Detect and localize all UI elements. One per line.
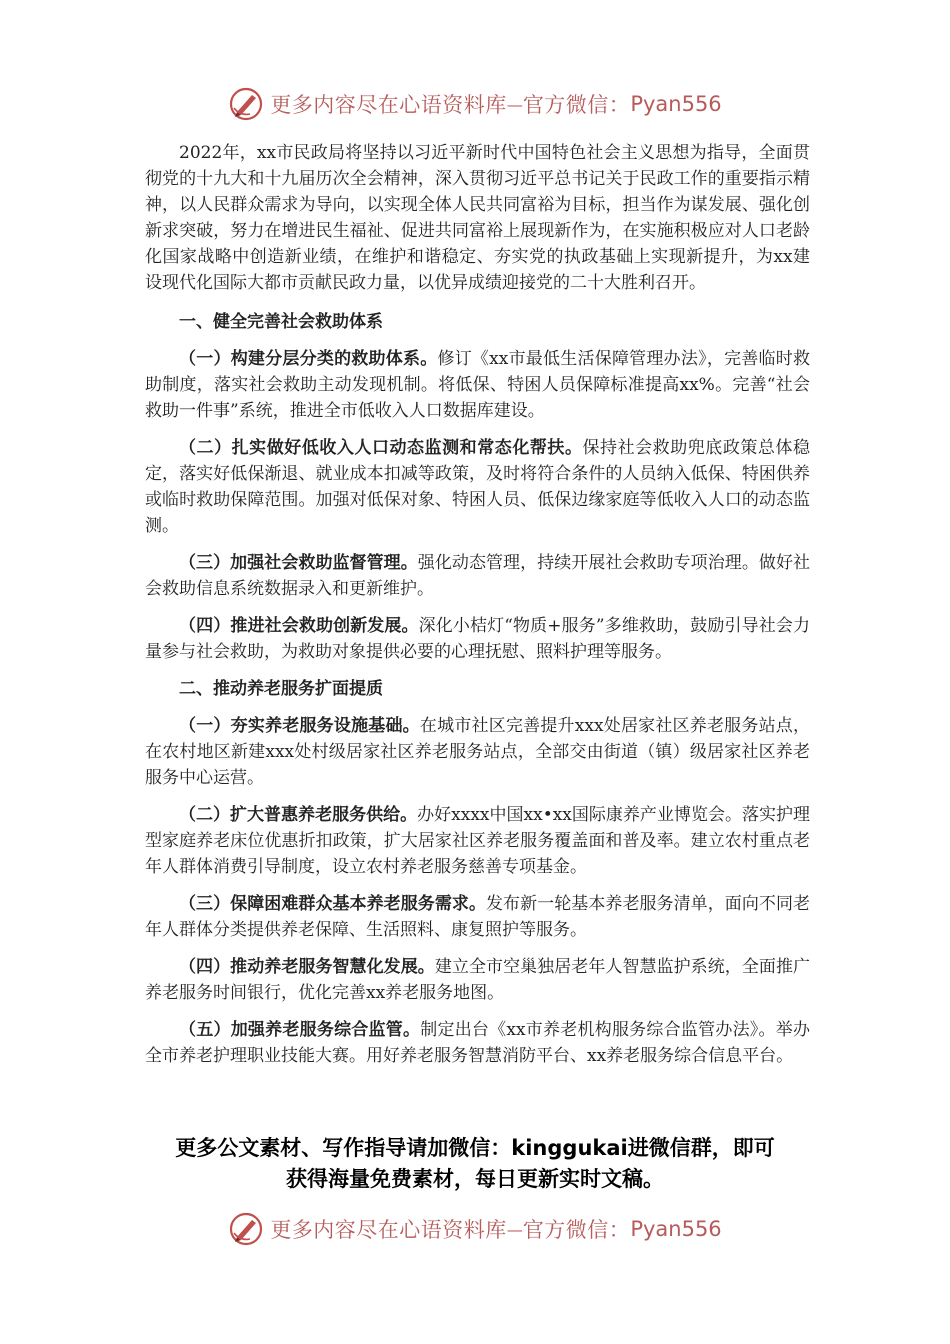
list-item <box>145 550 810 602</box>
item-lead: （三）保障困难群众基本养老服务需求。 <box>179 894 486 914</box>
item-text: 办好xxxx中国xx•xx国际康养产业博览会。落实护理型家庭养老床位优惠折扣政策，扩大居家社区养老服务覆盖面和普及率。建立农村重点老年人群体消费引导制度，设立农村养老服务慈善专项基金。 <box>145 805 811 877</box>
promo-line-1: 更多公文素材、写作指导请加微信：kinggukai进微信群，即可 <box>175 1136 775 1160</box>
item-lead: （二）扩大普惠养老服务供给。 <box>179 805 418 825</box>
banner-separator: — <box>506 1219 523 1239</box>
promo-line-2: 获得海量免费素材，每日更新实时文稿。 <box>286 1167 664 1191</box>
item-text: 建立全市空巢独居老年人智慧监护系统，全面推广养老服务时间银行，优化完善xx养老服务地图。 <box>145 957 811 1003</box>
list-item <box>145 802 810 880</box>
pen-logo-icon <box>228 1211 264 1247</box>
banner-wechat-id: Pyan556 <box>630 92 722 116</box>
item-text: 发布新一轮基本养老服务清单，面向不同老年人群体分类提供养老保障、生活照料、康复照护等服务。 <box>145 894 810 940</box>
list-item <box>145 891 810 943</box>
item-lead: （二）扎实做好低收入人口动态监测和常态化帮扶。 <box>179 438 583 458</box>
intro-paragraph: 2022年，xx市民政局将坚持以习近平新时代中国特色社会主义思想为指导，全面贯彻党的十九大和十九届历次全会精神，深入贯彻习近平总书记关于民政工作的重要指示精神，以人民群众需求为导向，以实现全体人民共同富裕为目标，担当作为谋发展、强化创新求突破，努力在增进民生福祉、促进共同富裕上展现新作为，在实施积极应对人口老龄化国家战略中创造新业绩，在维护和谐稳定、夯实党的执政基础上实现新提升，为xx建设现代化国际大都市贡献民政力量，以优异成绩迎接党的二十大胜利召开。 <box>145 143 810 293</box>
banner-wechat-label: 官方微信： <box>522 1218 631 1242</box>
item-text: 深化小桔灯“物质+服务”多维救助，鼓励引导社会力量参与社会救助，为救助对象提供必要的心理抚慰、照料护理等服务。 <box>145 616 811 662</box>
banner-text: 更多内容尽在心语资料库 <box>270 1218 507 1242</box>
list-item <box>145 613 810 665</box>
document-body <box>145 140 810 1080</box>
section-heading: 二、推动养老服务扩面提质 <box>179 679 383 699</box>
banner-wechat-id: Pyan556 <box>630 1217 722 1241</box>
banner-separator: — <box>506 94 523 114</box>
list-item <box>145 713 810 791</box>
item-text: 保持社会救助兜底政策总体稳定，落实好低保渐退、就业成本扣减等政策，及时将符合条件的人员纳入低保、特困供养或临时救助保障范围。加强对低保对象、特困人员、低保边缘家庭等低收入人口的动态监测。 <box>145 438 811 536</box>
list-item <box>145 954 810 1006</box>
item-text: 在城市社区完善提升xxx处居家社区养老服务站点，在农村地区新建xxx处村级居家社区养老服务站点，全部交由街道（镇）级居家社区养老服务中心运营。 <box>145 716 811 788</box>
item-lead: （一）夯实养老服务设施基础。 <box>179 716 420 736</box>
item-lead: （四）推动养老服务智慧化发展。 <box>179 957 435 977</box>
item-lead: （一）构建分层分类的救助体系。 <box>179 349 438 369</box>
item-text: 制定出台《xx市养老机构服务综合监管办法》。举办全市养老护理职业技能大赛。用好养老服务智慧消防平台、xx养老服务综合信息平台。 <box>145 1020 810 1066</box>
banner-text: 更多内容尽在心语资料库 <box>270 93 507 117</box>
item-text: 修订《xx市最低生活保障管理办法》，完善临时救助制度，落实社会救助主动发现机制。将低保、特困人员保障标准提高xx%。完善“社会救助一件事”系统，推进全市低收入人口数据库建设。 <box>145 349 810 421</box>
item-text: 强化动态管理，持续开展社会救助专项治理。做好社会救助信息系统数据录入和更新维护。 <box>145 553 811 599</box>
list-item <box>145 435 810 539</box>
footer-banner <box>0 1209 950 1249</box>
header-banner <box>0 84 950 124</box>
item-lead: （五）加强养老服务综合监管。 <box>179 1020 421 1040</box>
section-heading: 一、健全完善社会救助体系 <box>179 312 383 332</box>
list-item <box>145 346 810 424</box>
banner-wechat-label: 官方微信： <box>522 93 631 117</box>
item-lead: （三）加强社会救助监督管理。 <box>179 553 418 573</box>
item-lead: （四）推进社会救助创新发展。 <box>179 616 419 636</box>
pen-logo-icon <box>228 86 264 122</box>
list-item <box>145 1017 810 1069</box>
promo-notice <box>100 1133 850 1195</box>
